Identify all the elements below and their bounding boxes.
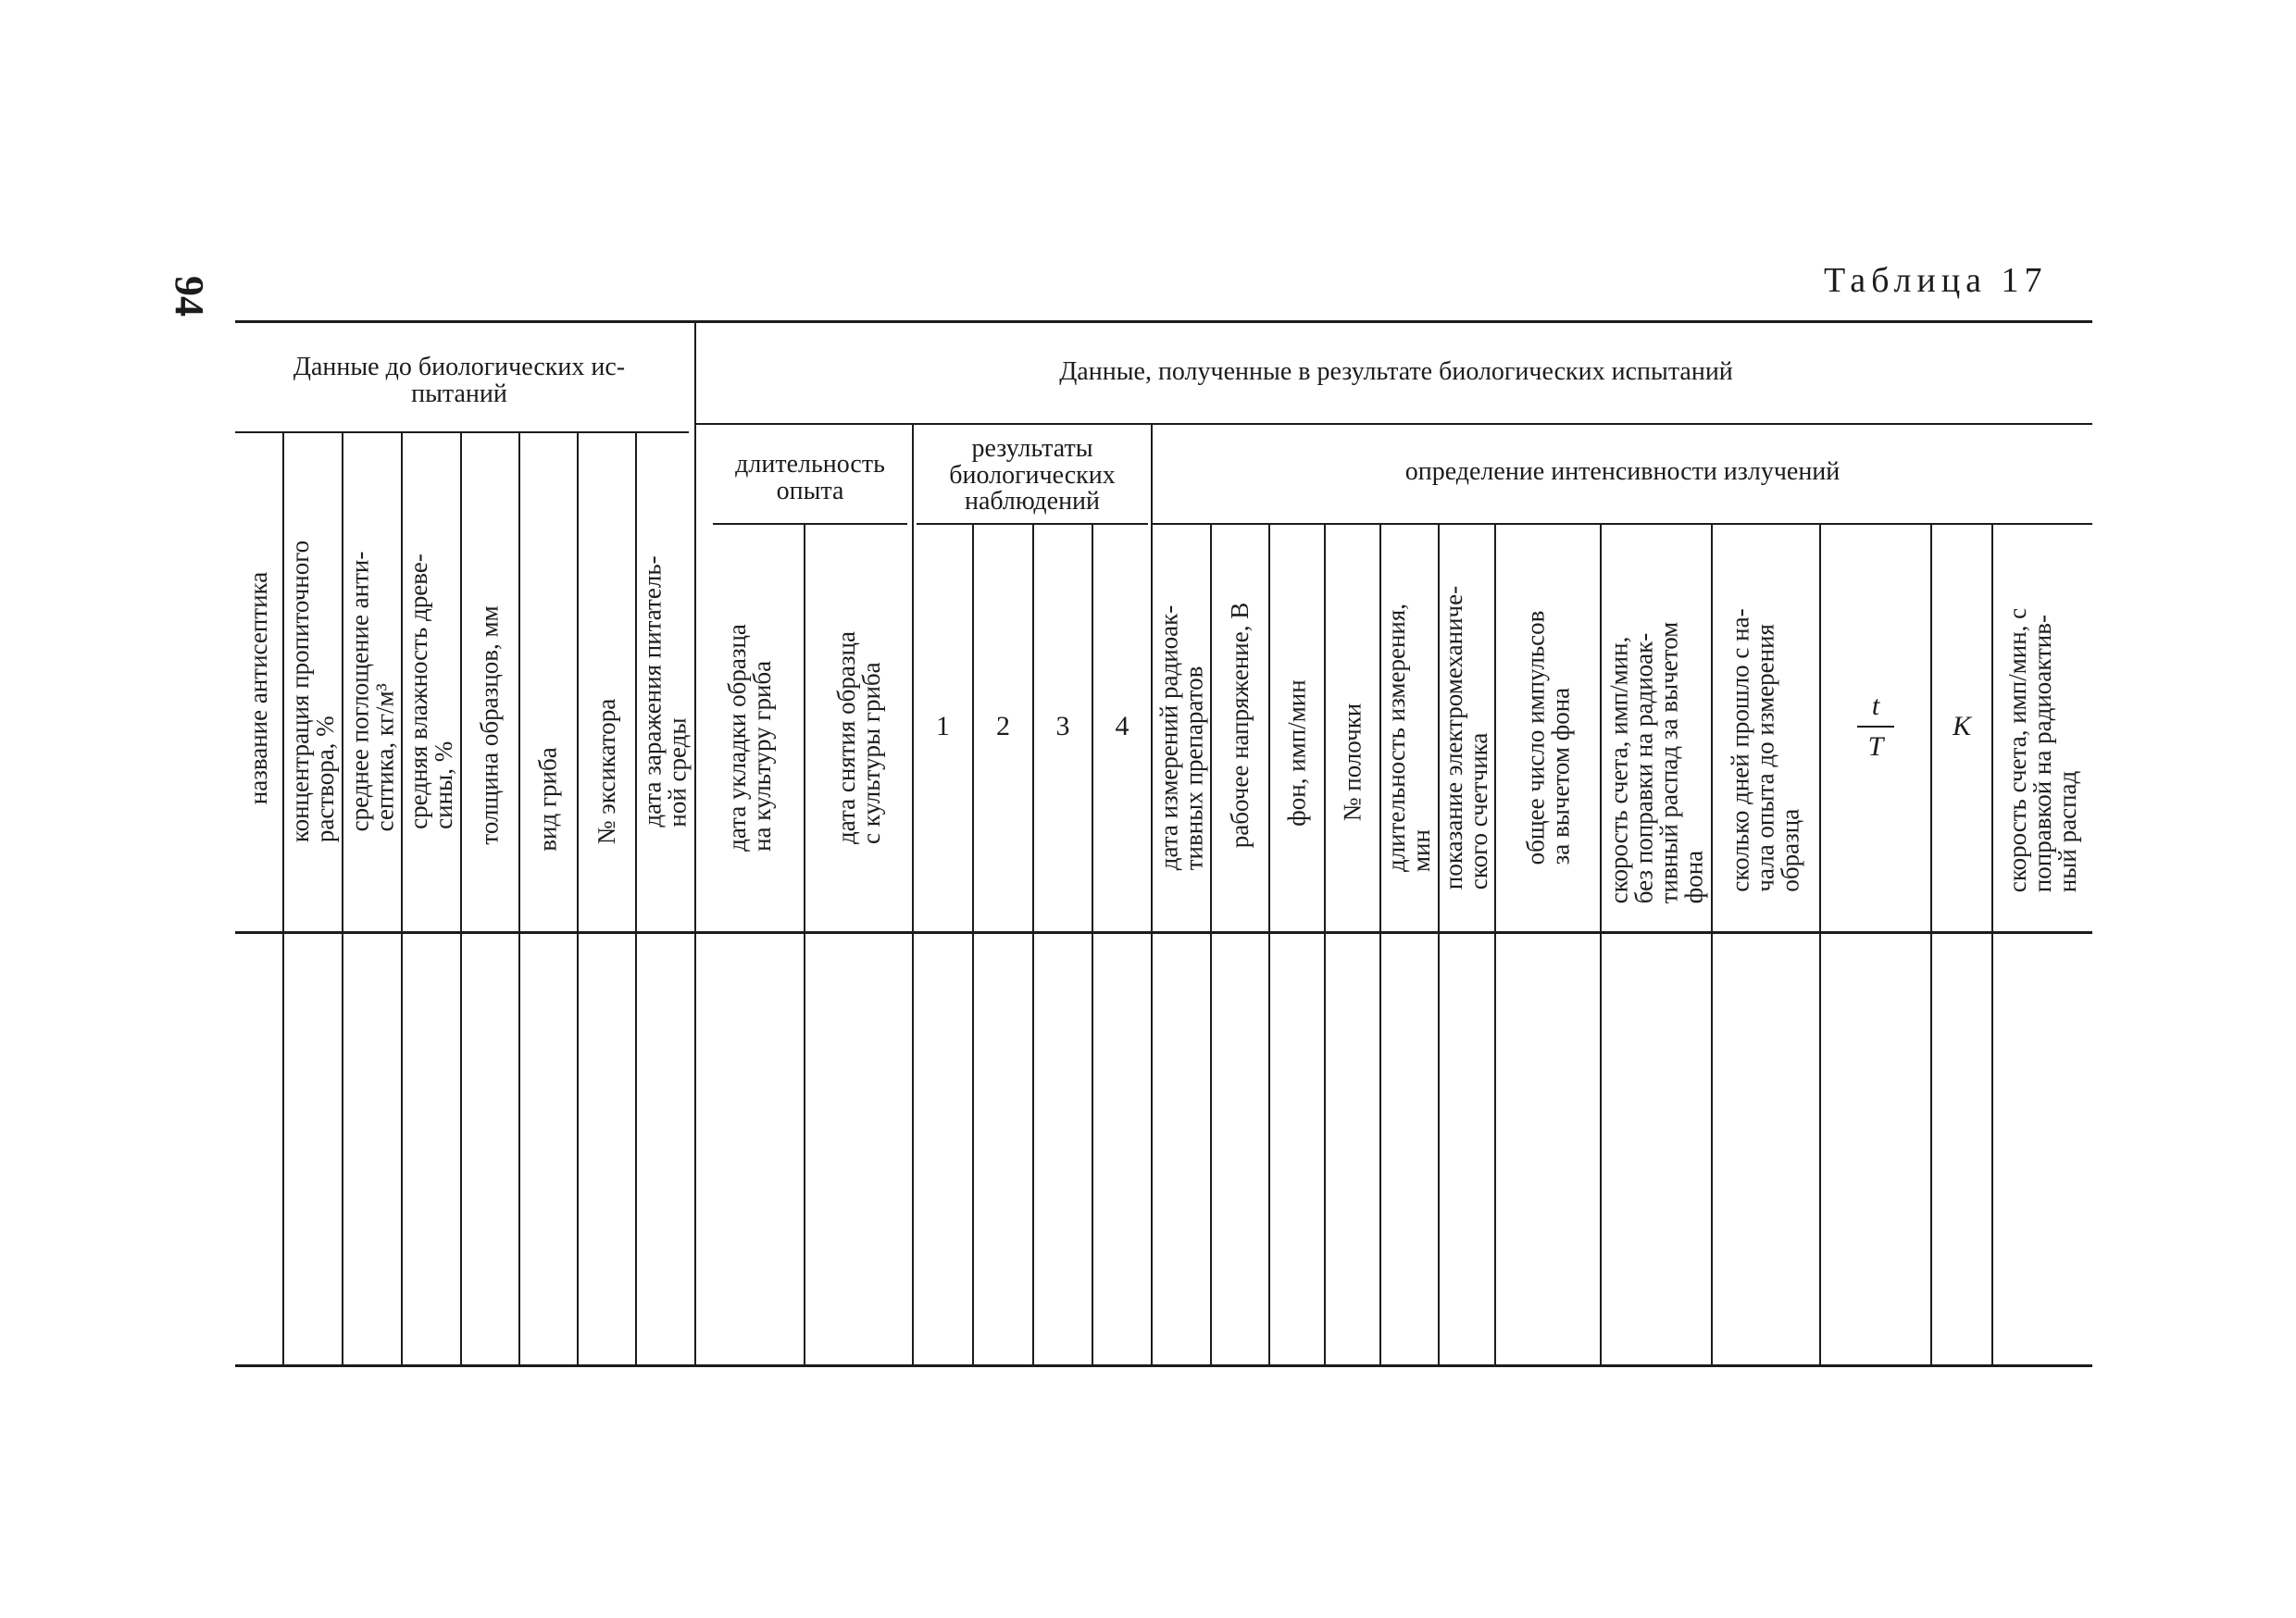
col-header-count-rate-corrected: скорость счета, имп/мин, с поправкой на радиоактив- ный распад <box>2003 607 2082 893</box>
table-bottom-rule <box>235 1364 2092 1367</box>
page-number: 94 <box>167 276 212 317</box>
col-header-removal-date: дата снятия образца с культуры гриба <box>831 631 885 844</box>
col-header-days-elapsed: сколько дней прошло с на- чала опыта до измерения образца <box>1727 608 1804 892</box>
col-header-shelf-number: № полочки <box>1338 703 1366 822</box>
group-before-tests-label: Данные до биологических ис- пытаний <box>293 353 626 408</box>
col-header-k: K <box>1952 711 1971 741</box>
header-bottom-rule <box>235 931 2092 934</box>
col-header-observation-3: 3 <box>1055 711 1070 741</box>
table-top-rule <box>235 320 2092 323</box>
group-before-tests <box>237 342 681 420</box>
col-header-fungus-type: вид гриба <box>534 747 562 852</box>
col-header-infection-date: дата заражения питатель- ной среды <box>639 555 692 828</box>
col-header-observation-2: 2 <box>996 711 1010 741</box>
fraction-bar <box>1857 726 1894 728</box>
col-header-background: фон, имп/мин <box>1282 679 1311 827</box>
table-title: Таблица 17 <box>1824 261 2048 300</box>
col-header-count-rate-uncorrected: скорость счета, имп/мин, без поправки на радиоак- тивный распад за вычетом фона <box>1604 621 1708 904</box>
col-header-concentration: концентрация пропиточного раствора, % <box>286 540 339 843</box>
group-intensity <box>1153 444 2092 500</box>
col-header-absorption: среднее поглощение анти- септика, кг/м³ <box>345 551 399 832</box>
group-duration <box>709 439 911 518</box>
group-rule-results <box>696 423 2092 425</box>
group-test-results <box>700 344 2092 400</box>
group-bio-results <box>917 431 1148 520</box>
fraction-denominator: T <box>1867 731 1884 762</box>
group-bio-results-label: результаты биологических наблюдений <box>949 434 1116 517</box>
fraction-numerator: t <box>1871 691 1880 721</box>
col-header-sample-thickness: толщина образцов, мм <box>476 605 504 845</box>
subgroup-rule-duration <box>713 523 907 525</box>
col-header-total-pulses: общее число импульсов за вычетом фона <box>1521 610 1574 865</box>
col-header-antiseptic-name: название антисептика <box>244 571 273 805</box>
col-header-measurement-duration: длительность измерения, мин <box>1382 603 1436 873</box>
group-test-results-label: Данные, полученные в результате биологических испытаний <box>1059 356 1733 386</box>
col-header-t-over-t <box>1821 528 1930 926</box>
col-header-wood-moisture: средняя влажность древе- сины, % <box>405 554 457 829</box>
subgroup-rule-intensity <box>1151 523 2092 525</box>
col-header-counter-reading: показание электромеханиче- ского счетчика <box>1440 585 1493 890</box>
col-header-placement-date: дата укладки образца на культуру гриба <box>723 624 776 852</box>
col-header-desiccator-number: № эксикатора <box>593 698 620 845</box>
col-header-measurement-date: дата измерений радиоак- тивных препаратов <box>1154 604 1208 871</box>
group-duration-label: длительность опыта <box>735 450 885 505</box>
group-rule-before <box>235 431 689 433</box>
group-intensity-label: определение интенсивности излучений <box>1404 456 1841 486</box>
col-header-observation-1: 1 <box>936 711 950 741</box>
col-header-working-voltage: рабочее напряжение, В <box>1226 602 1254 849</box>
col-header-observation-4: 4 <box>1115 711 1129 741</box>
